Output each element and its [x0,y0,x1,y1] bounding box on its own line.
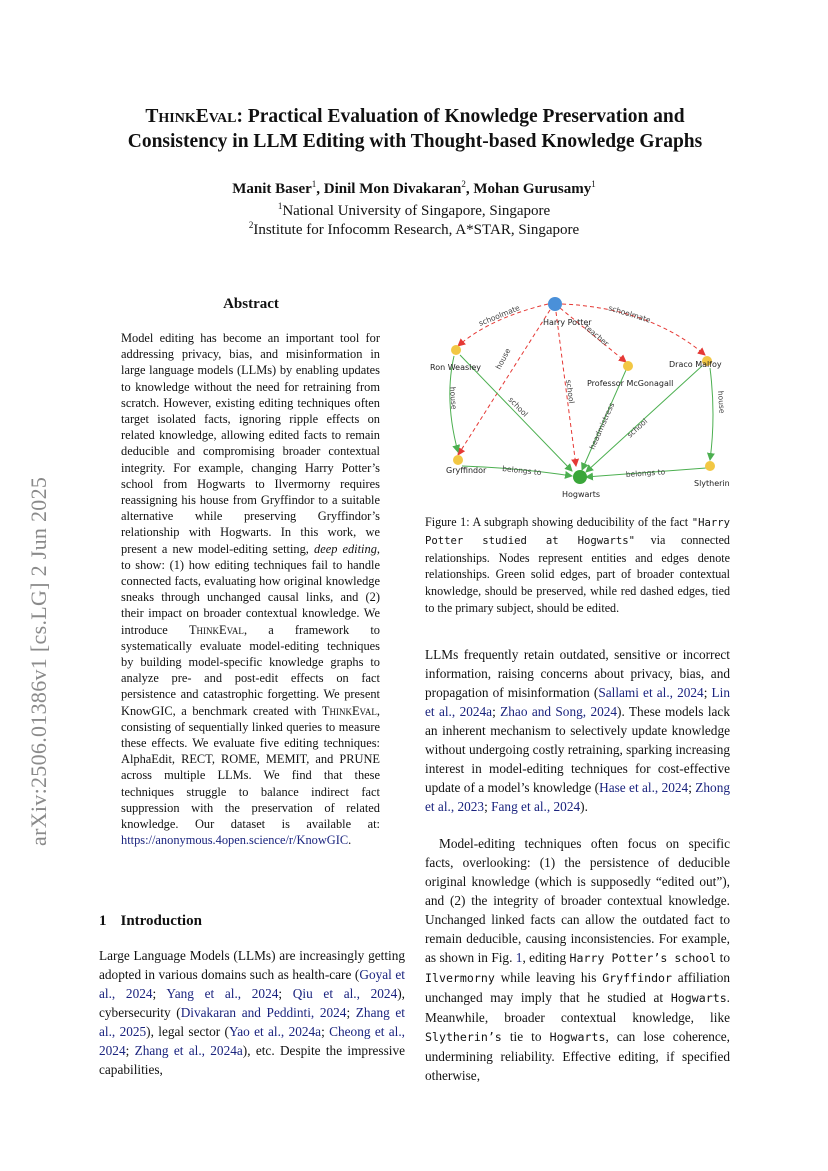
abstract-heading: Abstract [223,296,279,312]
node-gryffindor [453,455,463,465]
node-label-gryffindor: Gryffindor [446,466,487,475]
citation-link[interactable]: Zhong et al., 2023 [425,780,730,814]
edge-label-house-draco: house [716,390,727,414]
edge-label-belongs-right: belongs to [625,467,666,479]
node-label-draco: Draco Malfoy [669,360,722,369]
body-paragraph-1 [425,645,730,816]
affil-text: Institute for Infocomm Research, A*STAR, Singapore [253,222,580,238]
body-text: ), legal sector ( [146,1024,229,1039]
citation-link[interactable]: Cheong et al., 2024 [99,1024,405,1058]
body-text: . Meanwhile, broader contextual knowledge, like [425,990,730,1025]
title-line-1 [90,104,740,129]
node-harry-potter [548,297,562,311]
abstract-text: , consisting of sequentially linked queries to measure these effects. We evaluate five editing techniques: AlphaEdit, RECT, ROME, MEMIT, and PRUNE across multiple LLMs. We find that these techniques struggle to balance indirect fact suppression with the preservation of related knowledge. Our dataset is available at: [121,703,380,832]
node-label-harry: Harry Potter [543,318,592,327]
author-name: Manit Baser [232,181,312,197]
abstract-text: . [348,833,352,848]
body-text: to [716,950,730,965]
body-text: ; [152,986,167,1001]
inline-code: Gryffindor [602,971,673,985]
inline-code: Hogwarts [670,991,727,1005]
node-ron-weasley [451,345,461,355]
body-text: ). [580,799,588,814]
node-slytherin [705,461,715,471]
body-text: LLMs frequently retain outdated, sensitive or incorrect information, raising concerns about privacy, bias, and propagation of misinformation ( [425,647,730,700]
body-text: ; [346,1005,356,1020]
caption-code: "Harry Potter studied at Hogwarts" [425,517,730,547]
section-title: Introduction [120,913,202,929]
node-label-slytherin: Slytherin [694,479,730,488]
abstract-text: , to show: (1) how editing techniques fail to handle connected facts, evaluating how original knowledge sneaks through unchanged causal links, and (2) their impact on broader contextual knowledge. We introduce [121,541,380,637]
citation-link[interactable]: Fang et al., 2024 [491,799,581,814]
edge-label-school-ron: school [506,395,530,419]
author-affil-mark: 1 [311,179,317,189]
citation-link[interactable]: Hase et al., 2024 [599,780,689,795]
body-text: ), etc. Despite the impressive capabilities, [99,1043,405,1077]
body-text: ), cybersecurity ( [99,986,405,1020]
section-number: 1 [99,913,107,929]
body-text: ; [484,799,492,814]
affil-text: National University of Singapore, Singapore [282,203,551,219]
edge-label-house-ron: house [448,386,459,410]
body-text: while leaving his [494,970,603,985]
citation-link[interactable]: Zhang et al., 2024a [134,1043,243,1058]
node-mcgonagall [623,361,633,371]
citation-link[interactable]: Yang et al., 2024 [166,986,279,1001]
abstract-text: , a framework to systematically evaluate model-editing techniques by building model-specific knowledge graphs to analyze pre- and post-edit effects on fact persistence and catastrophic forgetting. We present KnowGIC, a benchmark created with [121,622,380,718]
abstract-emphasis: deep editing [314,541,377,556]
body-text: ; [321,1024,330,1039]
body-text: , can lose coherence, undermining reliability. Effective editing, if specified otherwise, [425,1029,731,1083]
author-name: Mohan Gurusamy [473,181,592,197]
body-text: ; [703,685,712,700]
author-affil-mark: 1 [591,179,596,189]
body-text: Large Language Models (LLMs) are increasingly getting adopted in various domains such as health-care ( [99,948,405,982]
abstract-text: Model editing has become an important tool for addressing privacy, bias, and misinformation in large language models (LLMs) by enabling updates to knowledge without the need for retraining from scratch. However, existing editing techniques often target isolated facts, ignoring ripple effects on related knowledge, allowing edited facts to remain deducible and compromising broader contextual integrity. For example, changing Harry Potter’s school from Hogwarts to Ilvermorny requires reassigning his house from Gryffindor to a suitable alternative while preserving Gryffindor’s relationship with Hogwarts. In this work, we present a new model-editing setting, [121,331,380,556]
node-hogwarts [573,470,587,484]
citation-link[interactable]: Sallami et al., 2024 [598,685,704,700]
affiliation-2 [0,222,828,239]
body-text: affiliation unchanged may imply that he studied at [425,970,730,1005]
citation-link[interactable]: Divakaran and Peddinti, 2024 [180,1005,347,1020]
edge-label-house-harry: house [493,346,513,371]
citation-link[interactable]: Goyal et al., 2024 [99,967,405,1001]
figure-caption [425,514,730,617]
knowledge-graph-figure [420,290,740,505]
citation-link[interactable]: Zhang et al., 2025 [99,1005,406,1039]
title-line-2: Consistency in LLM Editing with Thought-based Knowledge Graphs [127,131,703,152]
title-line-1-rest: : Practical Evaluation of Knowledge Preservation and [236,106,685,127]
edge-label-schoolmate-right: schoolmate [607,303,652,325]
inline-code: Slytherin’s [425,1030,502,1044]
body-text: ; [688,780,696,795]
citation-link[interactable]: Yao et al., 2024a [228,1024,322,1039]
citation-link[interactable]: Zhao and Song, 2024 [500,704,618,719]
edge-house-draco [710,368,713,460]
paper-title [90,104,740,154]
body-paragraph-2 [425,834,730,1085]
body-text: ). These models lack an inherent mechanism to selectively update knowledge without undergoing costly retraining, sparking increasing interest in model-editing techniques for cost-effective update of a model’s knowledge ( [425,704,730,795]
body-text: ; [278,986,293,1001]
inline-code: Hogwarts [549,1030,606,1044]
intro-paragraph [99,946,405,1079]
dataset-link[interactable]: https://anonymous.4open.science/r/KnowGIC [121,833,349,848]
edge-school-ron [460,355,572,471]
body-text: tie to [501,1029,550,1044]
body-text: ; [125,1043,135,1058]
caption-text: Figure 1: A subgraph showing deducibility of the fact [425,515,692,529]
affil-mark: 1 [277,201,283,211]
node-label-hogwarts: Hogwarts [562,490,601,499]
caption-text: via connected relationships. Nodes represent entities and edges denote relationships. Green solid edges, part of broader contextual knowledge, should be preserved, while red dashed edges, tied to the primary subject, should be edited. [425,532,730,615]
framework-name: ThinkEval [188,622,244,637]
edge-label-school-draco: school [625,416,650,440]
affiliation-1 [0,203,828,220]
inline-code: Harry Potter’s school [569,951,717,965]
edge-label-schoolmate-left: schoolmate [477,303,522,328]
section-heading-introduction [99,913,202,930]
author-affil-mark: 2 [461,179,466,189]
knowledge-graph-svg [420,290,740,505]
abstract-body [121,330,380,849]
framework-name: ThinkEval [321,703,377,718]
title-framework-name: ThinkEval [145,106,237,127]
node-label-mcgonagall: Professor McGonagall [587,379,674,388]
body-text: ; [492,704,501,719]
body-text: Model-editing techniques often focus on specific facts, overlooking: (1) the persistence of deducible original knowledge (which is supposedly “edited out”), and (2) the integrity of broader contextual knowledge. Unchanged linked facts can allow the outdated fact to remain deducible, causing inconsistencies. For example, as shown in Fig. [425,836,730,965]
author-list: Manit Baser$^1$, Dinil Mon Divakaran$^2$, Mohan Gurusamy$^1$ [232,179,596,197]
citation-link[interactable]: Qiu et al., 2024 [292,986,398,1001]
arxiv-identifier: arXiv:2506.01386v1 [cs.LG] 2 Jun 2025 [26,476,51,846]
edge-label-belongs-left: belongs to [501,464,542,478]
edge-label-school-harry: school [564,379,577,405]
affil-mark: 2 [248,220,254,230]
citation-link[interactable]: Lin et al., 2024a [425,685,730,719]
edge-label-teacher: teacher [582,322,611,349]
figure-reference-link[interactable]: 1 [515,950,523,965]
inline-code: Ilvermorny [425,971,495,985]
author-name: Dinil Mon Divakaran [323,181,462,197]
node-label-ron: Ron Weasley [430,363,482,372]
edge-label-headmistress: headmistress [587,401,617,451]
body-text: , editing [522,950,570,965]
